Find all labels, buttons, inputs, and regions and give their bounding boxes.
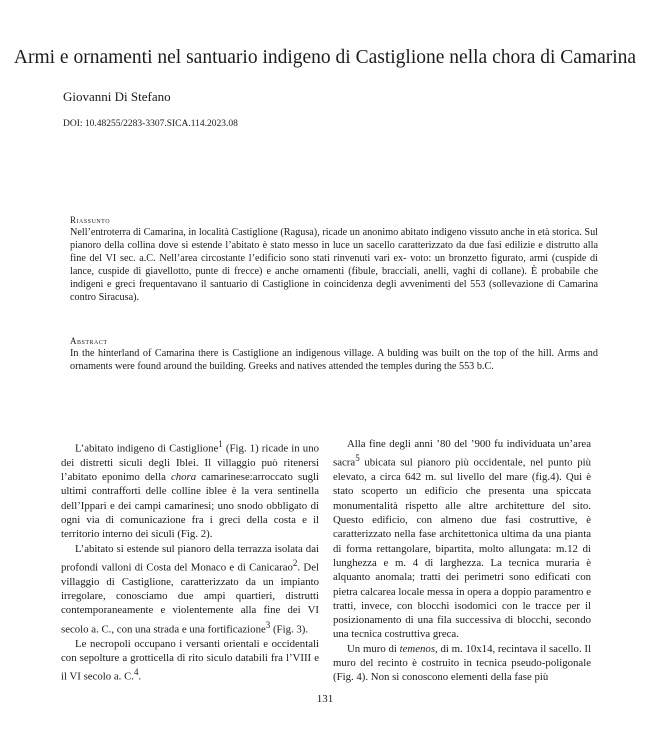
text-run: ubicata sul pianoro più occidentale, nel punto più elevato, a circa 642 m. sul livello del mare (fig.4). Qui è stato scoperto un edificio che presenta una spiccata monumentalità rispetto alle altre architetture del sito. Questo edificio, con almeno due fasi costruttive, è caratterizzato nella fase architettonica ultima da una pianta di forma rettangolare, bipartita, molto allungata: m.12 di lunghezza e m. 4 di larghezza. La tecnica muraria è alquanto anomala; tratti dei perimetri sono edificati con pietra calcarea locale messa in opera a doppio paramentro e tratti, invece, con blocchi isodomici con le tracce per il posizionamento di una fila successiva di blocchi, secondo una tecnica costruttiva greca. [333, 456, 591, 641]
italic-term: temenos [399, 642, 436, 655]
riassunto-text: Nell’entroterra di Camarina, in località Castiglione (Ragusa), ricade un anonimo abitato indigeno vissuto anche in età storica. Sul pianoro della collina dove si estende l’abitato è stato messo in luce un sacello caratterizzato da due fasi edilizie e distrutto alla fine del VI sec. a.C. Nell’area circostante l’edificio sono stati rinvenuti vari ex- voto: un bronzetto figurato, armi (cuspide di lance, cuspide di giavellotto, punte di frecce) e anche ornamenti (fibule, bracciali, anelli, vaghi di collane). È probabile che indigeni e greci frequentavano il santuario di Castiglione in coincidenza degli avvenimenti del 553 (sollevazione di Camarina contro Siracusa). [70, 227, 598, 304]
paragraph [61, 437, 319, 542]
text-run: . Del villaggio di Castiglione, caratterizzato da un impianto irregolare, conosciamo due ampi quartieri, distrutti contemporaneamente e violentemente alla fine dei VI secolo a. C., con una strada e una fortificazione [61, 561, 319, 636]
footnote-ref: 5 [355, 453, 360, 464]
author-name: Giovanni Di Stefano [63, 89, 171, 104]
text-run: Un muro di [347, 642, 400, 655]
abstract-heading: Abstract [70, 336, 108, 346]
text-run: Le necropoli occupano i versanti orientali e occidentali con sepolture a grotticella di rito siculo databili fra l’VIII e il VI secolo a. C. [61, 637, 319, 683]
paragraph [333, 437, 591, 642]
italic-term: chora [170, 471, 197, 484]
footnote-ref: 1 [218, 439, 223, 449]
page-number: 131 [316, 693, 334, 705]
paragraph [61, 637, 319, 684]
paragraph [333, 642, 591, 685]
riassunto-section [70, 215, 598, 305]
text-run: Alla fine degli anni ’80 del ’900 fu individuata un’area sacra [333, 438, 591, 469]
footnote-ref: 3 [265, 619, 271, 630]
footnote-ref: 4 [133, 667, 139, 678]
riassunto-heading: Riassunto [70, 215, 111, 225]
text-run: L’abitato indigeno di Castiglione [75, 442, 219, 455]
text-run: (Fig. 1) ricade in uno dei distretti siculi degli Iblei. Il villaggio può ritenersi l’abitato eponimo della [61, 442, 319, 484]
doi-line: DOI: 10.48255/2283-3307.SICA.114.2023.08 [63, 119, 238, 129]
footnote-ref: 2 [292, 557, 298, 568]
text-run: camarinese:arroccato sugli ultimi contrafforti delle colline iblee è la vera sentinella dell’Ippari e dei campi camarinesi; uno snodo obbligato di ogni via di comunicazione fra i greci della costa e il territorio interno dei siculi (Fig. 2). [61, 471, 320, 541]
text-run: , di m. 10x14, recintava il sacello. Il muro del recinto è costruito in tecnica pseudo-poligonale (Fig. 4). Non si conoscono elementi della fase più [333, 642, 591, 684]
paragraph [61, 542, 319, 637]
body-column-right [333, 437, 591, 685]
text-run: (Fig. 3). [270, 623, 309, 636]
text-run: L’abitato si estende sul pianoro della terrazza isolata dai profondi valloni di Costa del Monaco e di Canicarao [61, 542, 319, 574]
paper-title: Armi e ornamenti nel santuario indigeno di Castiglione nella chora di Camarina [13, 47, 637, 68]
abstract-section [70, 336, 598, 373]
body-column-left [61, 437, 319, 684]
text-run: . [138, 670, 142, 683]
abstract-text: In the hinterland of Camarina there is Castiglione an indigenous village. A bulding was built on the top of the hill. Arms and ornaments were found around the building. Greeks and natives attended the temples during the 553 b.C. [70, 348, 598, 373]
